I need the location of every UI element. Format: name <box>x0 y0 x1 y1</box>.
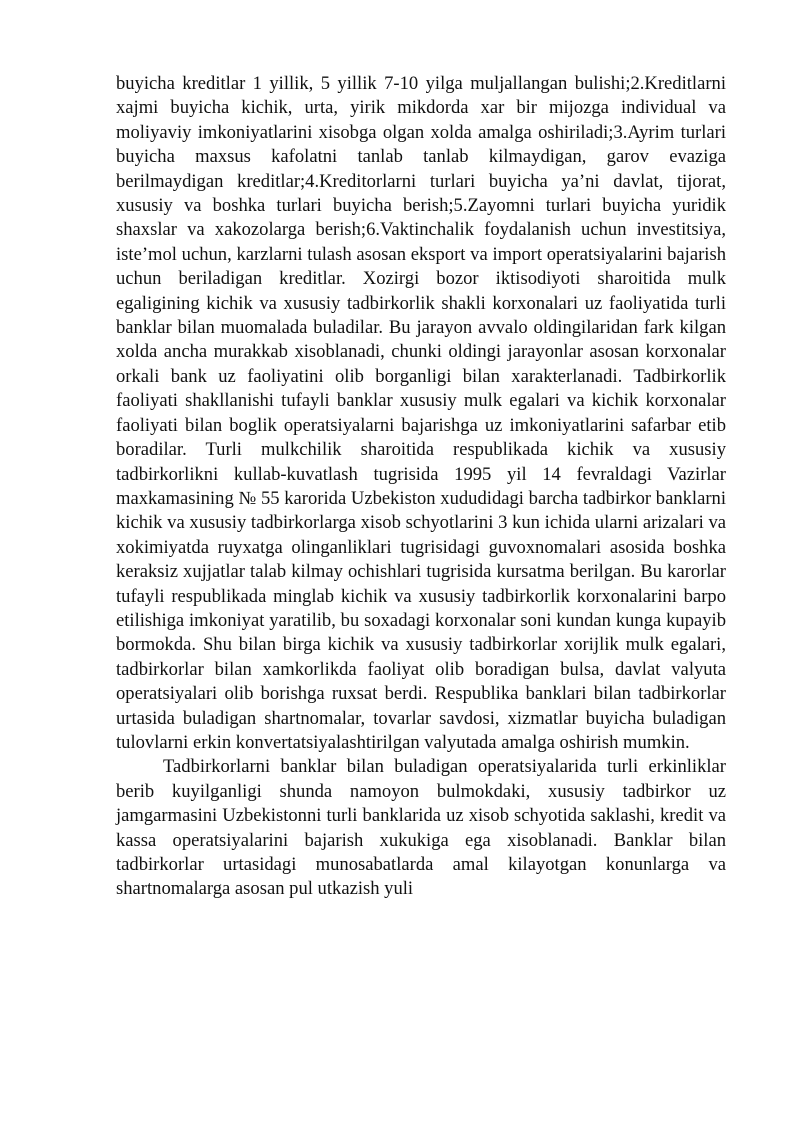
document-page <box>116 72 726 902</box>
body-paragraph-2: Tadbirkorlarni banklar bilan buladigan operatsiyalarida turli erkinliklar berib kuyilganligi shunda namoyon bulmokdaki, xususiy tadbirkor uz jamgarmasini Uzbekistonni turli banklarida uz xisob schyotida saklashi, kredit va kassa operatsiyalarini bajarish xukukiga ega xisoblanadi. Banklar bilan tadbirkorlar urtasidagi munosabatlarda amal kilayotgan konunlarga va shartnomalarga asosan pul utkazish yuli <box>116 756 726 900</box>
body-paragraph-1: buyicha kreditlar 1 yillik, 5 yillik 7-10 yilga muljallangan bulishi;2.Kreditlarni xajmi buyicha kichik, urta, yirik mikdorda xar bir mijozga individual va moliyaviy imkoniyatlarini xisobga olgan xolda amalga oshiriladi;3.Ayrim turlari buyicha maxsus kafolatni tanlab tanlab kilmaydigan, garov evaziga berilmaydigan kreditlar;4.Kreditorlarni turlari buyicha ya’ni davlat, tijorat, xususiy va boshka turlari buyicha berish;5.Zayomni turlari buyicha yuridik shaxslar va xakozolarga berish;6.Vaktinchalik foydalanish uchun investitsiya, iste’mol uchun, karzlarni tulash asosan eksport va import operatsiyalarini bajarish uchun beriladigan kreditlar. Xozirgi bozor iktisodiyoti sharoitida mulk egaligining kichik va xususiy tadbirkorlik shakli korxonalari uz faoliyatida turli banklar bilan muomalada buladilar. Bu jarayon avvalo oldingilaridan fark kilgan xolda ancha murakkab xisoblanadi, chunki oldingi jarayonlar asosan korxonalar orkali bank uz faoliyatini olib borganligi bilan xarakterlanadi. Tadbirkorlik faoliyati shakllanishi tufayli banklar xususiy mulk egalari va kichik korxonalar faoliyati bilan boglik operatsiyalarni bajarishga uz imkoniyatlarini safarbar etib boradilar. Turli mulkchilik sharoitida respublikada kichik va xususiy tadbirkorlikni kullab-kuvatlash tugrisida 1995 yil 14 fevraldagi Vazirlar maxkamasining № 55 karorida Uzbekiston xududidagi barcha tadbirkor banklarni kichik va xususiy tadbirkorlarga xisob schyotlarini 3 kun ichida ularni arizalari va xokimiyatda ruyxatga olinganliklari tugrisidagi guvoxnomalari asosida boshka keraksiz xujjatlar talab kilmay ochishlari tugrisida kursatma berilgan. Bu karorlar tufayli respublikada minglab kichik va xususiy tadbirkorlik korxonalarini barpo etilishiga imkoniyat yaratilib, bu soxadagi korxonalar soni kundan kunga kupayib bormokda. Shu bilan birga kichik va xususiy tadbirkorlar xorijlik mulk egalari, tadbirkorlar bilan xamkorlikda faoliyat olib boradigan bulsa, davlat valyuta operatsiyalari olib borishga ruxsat berdi. Respublika banklari bilan tadbirkorlar urtasida buladigan shartnomalar, tovarlar savdosi, xizmatlar buyicha buladigan tulovlarni erkin konvertatsiyalashtirilgan valyutada amalga oshirish mumkin. <box>116 73 726 753</box>
